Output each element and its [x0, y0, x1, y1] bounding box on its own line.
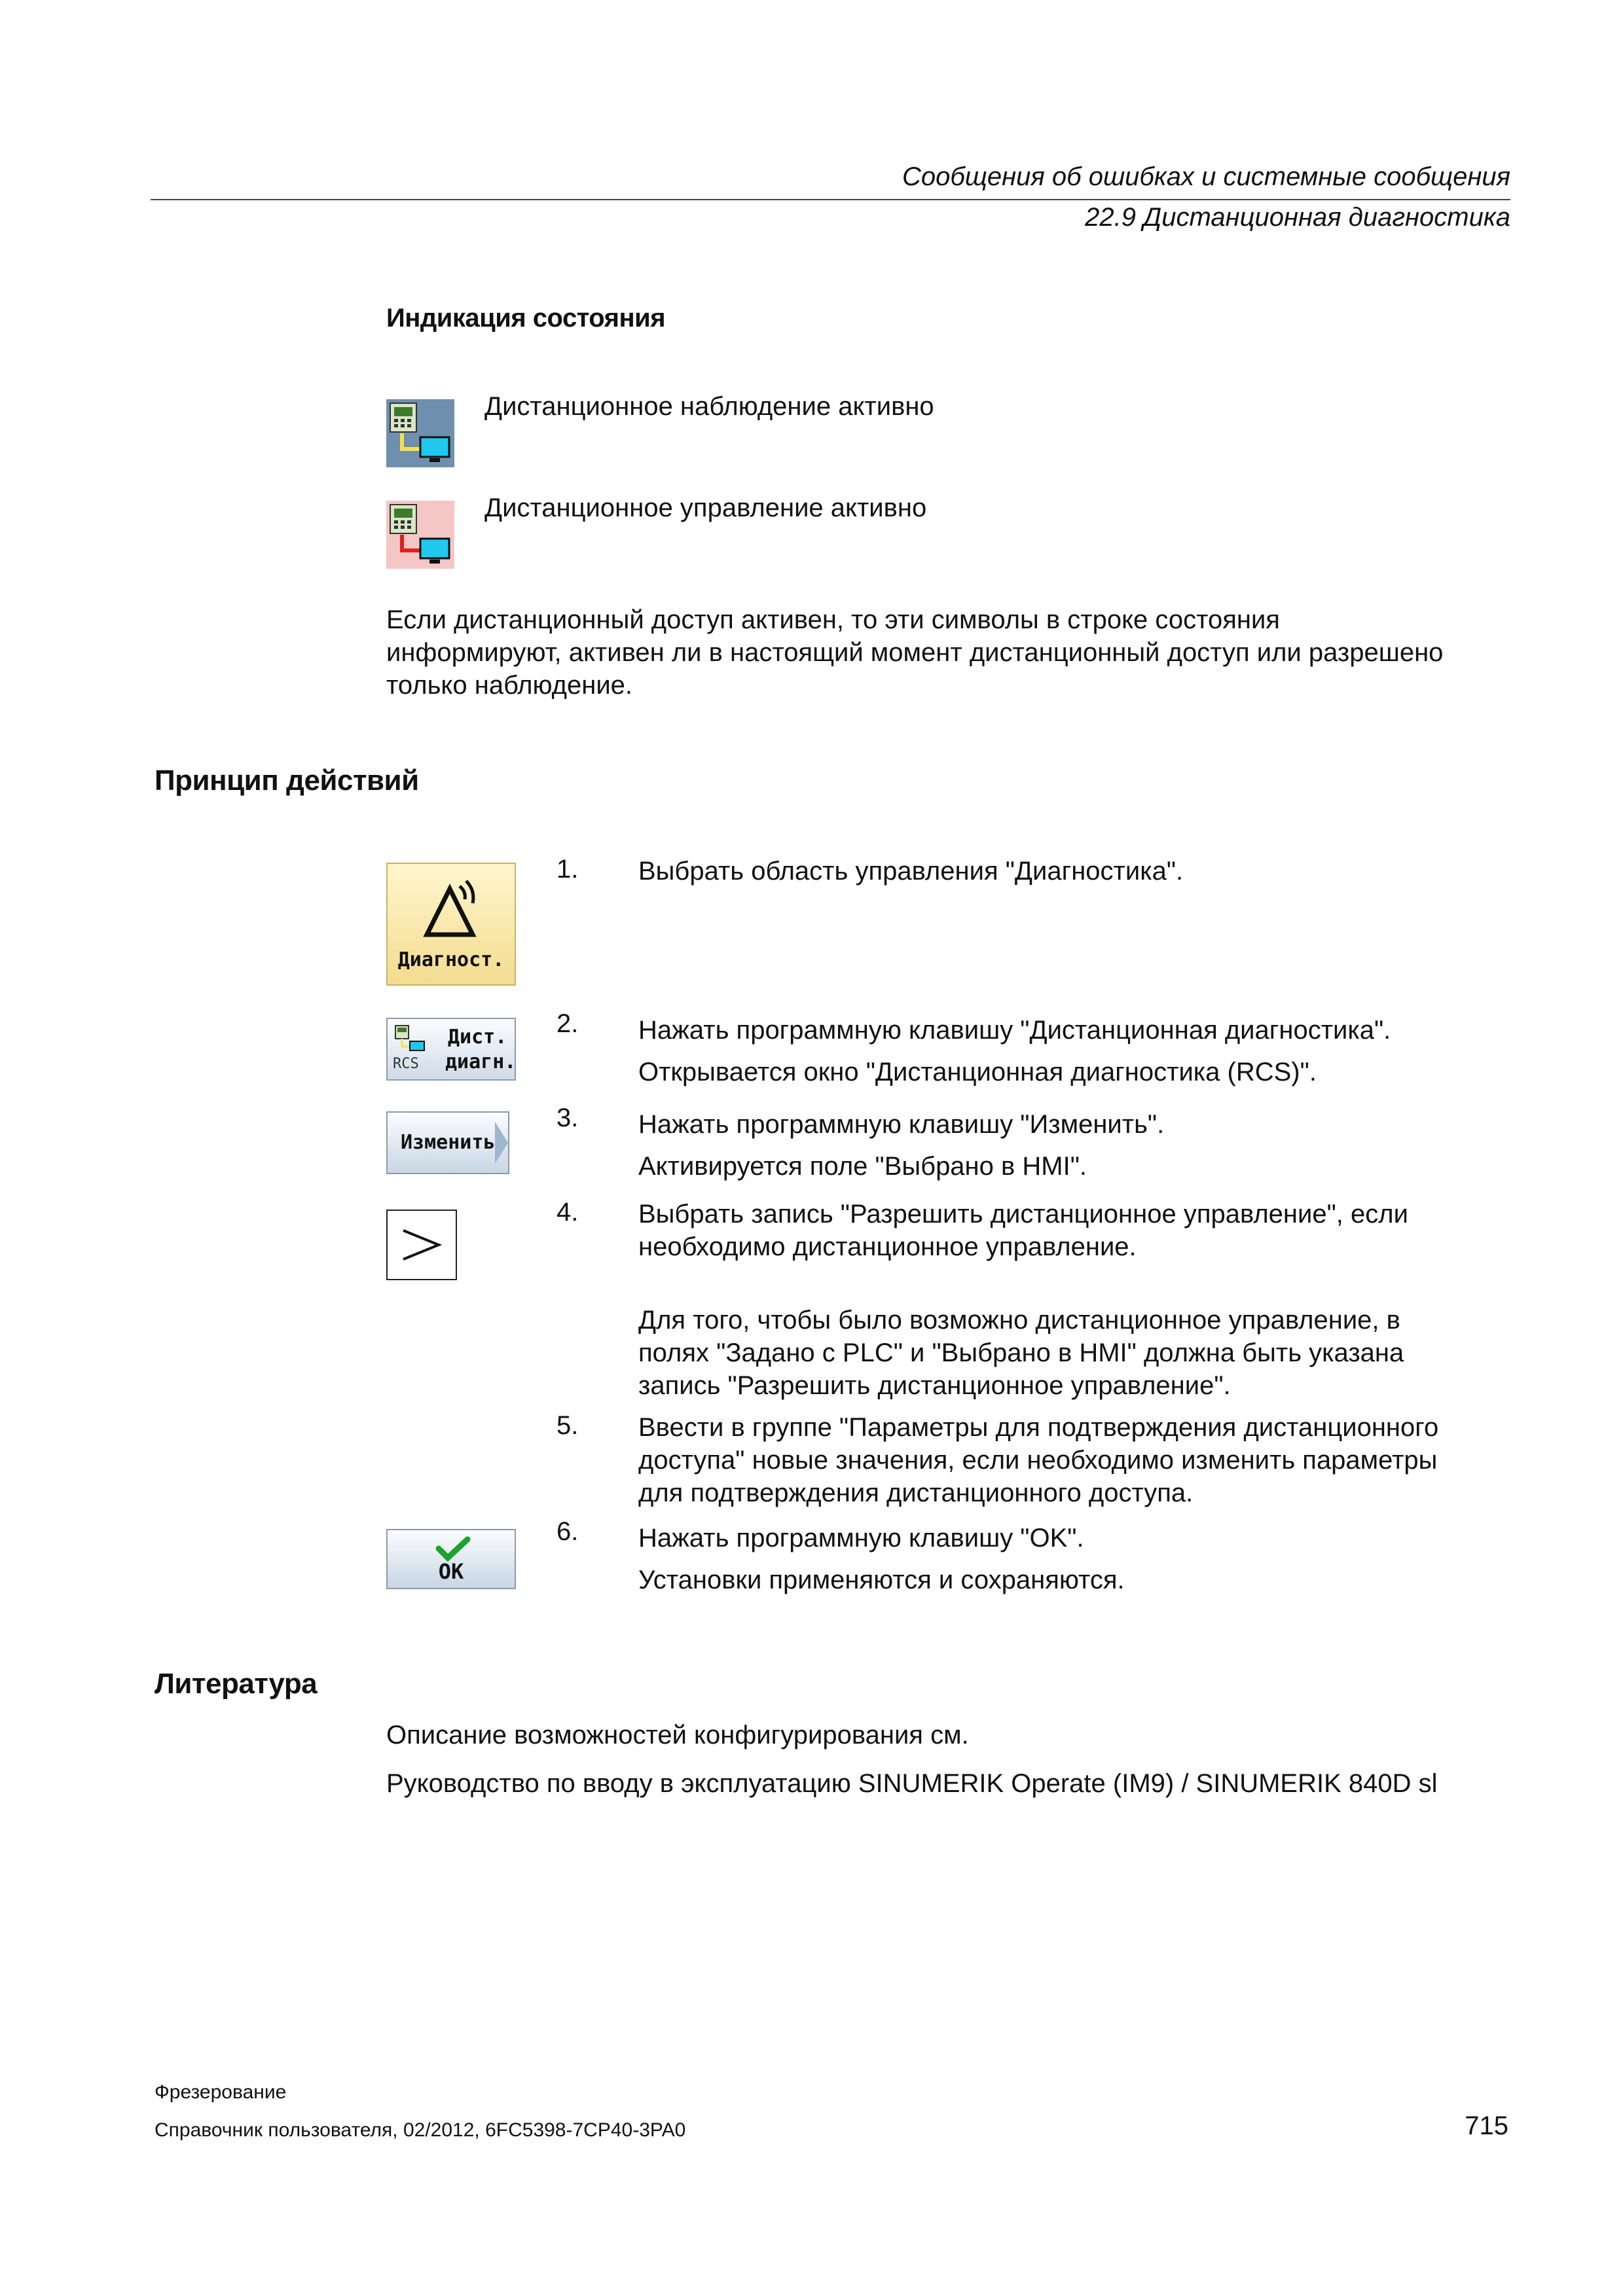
note-line: запись "Разрешить дистанционное управление". — [638, 1371, 1231, 1400]
remote-diagnostics-label-line2: диагн. — [445, 1050, 517, 1073]
status-item-monitoring-text: Дистанционное наблюдение активно — [484, 392, 934, 421]
step-line: Активируется поле "Выбрано в HMI". — [638, 1152, 1087, 1181]
step-number: 5. — [556, 1411, 579, 1440]
step-line: Нажать программную клавишу "Изменить". — [638, 1110, 1165, 1139]
rcs-tag: RCS — [393, 1056, 419, 1072]
ok-softkey[interactable] — [386, 1529, 516, 1589]
diagnostics-softkey-label: Диагност. — [397, 948, 505, 971]
step-4-note — [638, 1304, 1516, 1402]
literature-heading: Литература — [155, 1668, 318, 1700]
remote-diagnostics-icon — [394, 1024, 427, 1053]
step-number: 4. — [556, 1198, 579, 1227]
step-6 — [638, 1517, 1516, 1601]
ok-softkey-label: OK — [438, 1559, 464, 1584]
step-number: 6. — [556, 1517, 579, 1546]
header-divider — [151, 199, 1510, 200]
step-line: Ввести в группе "Параметры для подтверждения дистанционного — [638, 1413, 1439, 1442]
principle-heading: Принцип действий — [155, 764, 419, 797]
step-line: Выбрать область управления "Диагностика". — [638, 857, 1184, 886]
step-5 — [638, 1411, 1516, 1509]
page-number: 715 — [1465, 2111, 1508, 2140]
step-line: Открывается окно "Дистанционная диагностика (RCS)". — [638, 1058, 1317, 1086]
step-number: 2. — [556, 1009, 579, 1038]
note-line: Для того, чтобы было возможно дистанционное управление, в — [638, 1306, 1400, 1335]
checkmark-icon — [435, 1535, 471, 1562]
step-line: Выбрать запись "Разрешить дистанционное управление", если — [638, 1200, 1408, 1229]
edit-softkey[interactable] — [386, 1111, 509, 1174]
step-1 — [638, 855, 1516, 888]
footer-product: Фрезерование — [155, 2081, 287, 2103]
step-line: доступа" новые значения, если необходимо изменить параметры — [638, 1446, 1438, 1475]
step-3 — [638, 1103, 1516, 1187]
status-item-control-text: Дистанционное управление активно — [484, 493, 927, 522]
note-line: полях "Задано с PLC" и "Выбрано в HMI" должна быть указана — [638, 1338, 1404, 1367]
diagnostics-softkey[interactable] — [386, 863, 516, 986]
status-description-line: информируют, активен ли в настоящий момент дистанционный доступ или разрешено — [386, 638, 1444, 667]
step-line: Установки применяются и сохраняются. — [638, 1566, 1125, 1594]
status-description — [386, 603, 1443, 702]
step-2 — [638, 1009, 1516, 1093]
step-number: 3. — [556, 1103, 579, 1132]
status-description-line: только наблюдение. — [386, 671, 633, 700]
running-header-section: 22.9 Дистанционная диагностика — [1085, 203, 1510, 232]
select-key[interactable] — [386, 1210, 457, 1280]
step-line: необходимо дистанционное управление. — [638, 1232, 1137, 1261]
running-header-chapter: Сообщения об ошибках и системные сообщения — [902, 162, 1510, 191]
step-4 — [638, 1198, 1516, 1263]
step-number: 1. — [556, 855, 579, 884]
status-description-line: Если дистанционный доступ активен, то эти символы в строке состояния — [386, 605, 1280, 634]
step-line: для подтверждения дистанционного доступа. — [638, 1479, 1194, 1507]
arrow-right-icon — [492, 1122, 508, 1164]
remote-monitoring-active-icon — [386, 399, 454, 467]
step-line: Нажать программную клавишу "OK". — [638, 1524, 1084, 1552]
footer-document: Справочник пользователя, 02/2012, 6FC5398-7CP40-3PA0 — [155, 2119, 686, 2141]
remote-diagnostics-label-line1: Дист. — [448, 1026, 507, 1049]
edit-softkey-label: Изменить — [401, 1131, 496, 1154]
literature-line-2: Руководство по вводу в эксплуатацию SINUMERIK Operate (IM9) / SINUMERIK 840D sl — [386, 1769, 1438, 1798]
step-line: Нажать программную клавишу "Дистанционная диагностика". — [638, 1016, 1391, 1045]
warning-triangle-icon — [420, 877, 486, 942]
greater-than-icon — [388, 1211, 456, 1279]
remote-control-active-icon — [386, 501, 454, 569]
status-indication-heading: Индикация состояния — [386, 304, 666, 332]
literature-line-1: Описание возможностей конфигурирования см. — [386, 1721, 969, 1749]
remote-diagnostics-softkey[interactable] — [386, 1018, 516, 1081]
